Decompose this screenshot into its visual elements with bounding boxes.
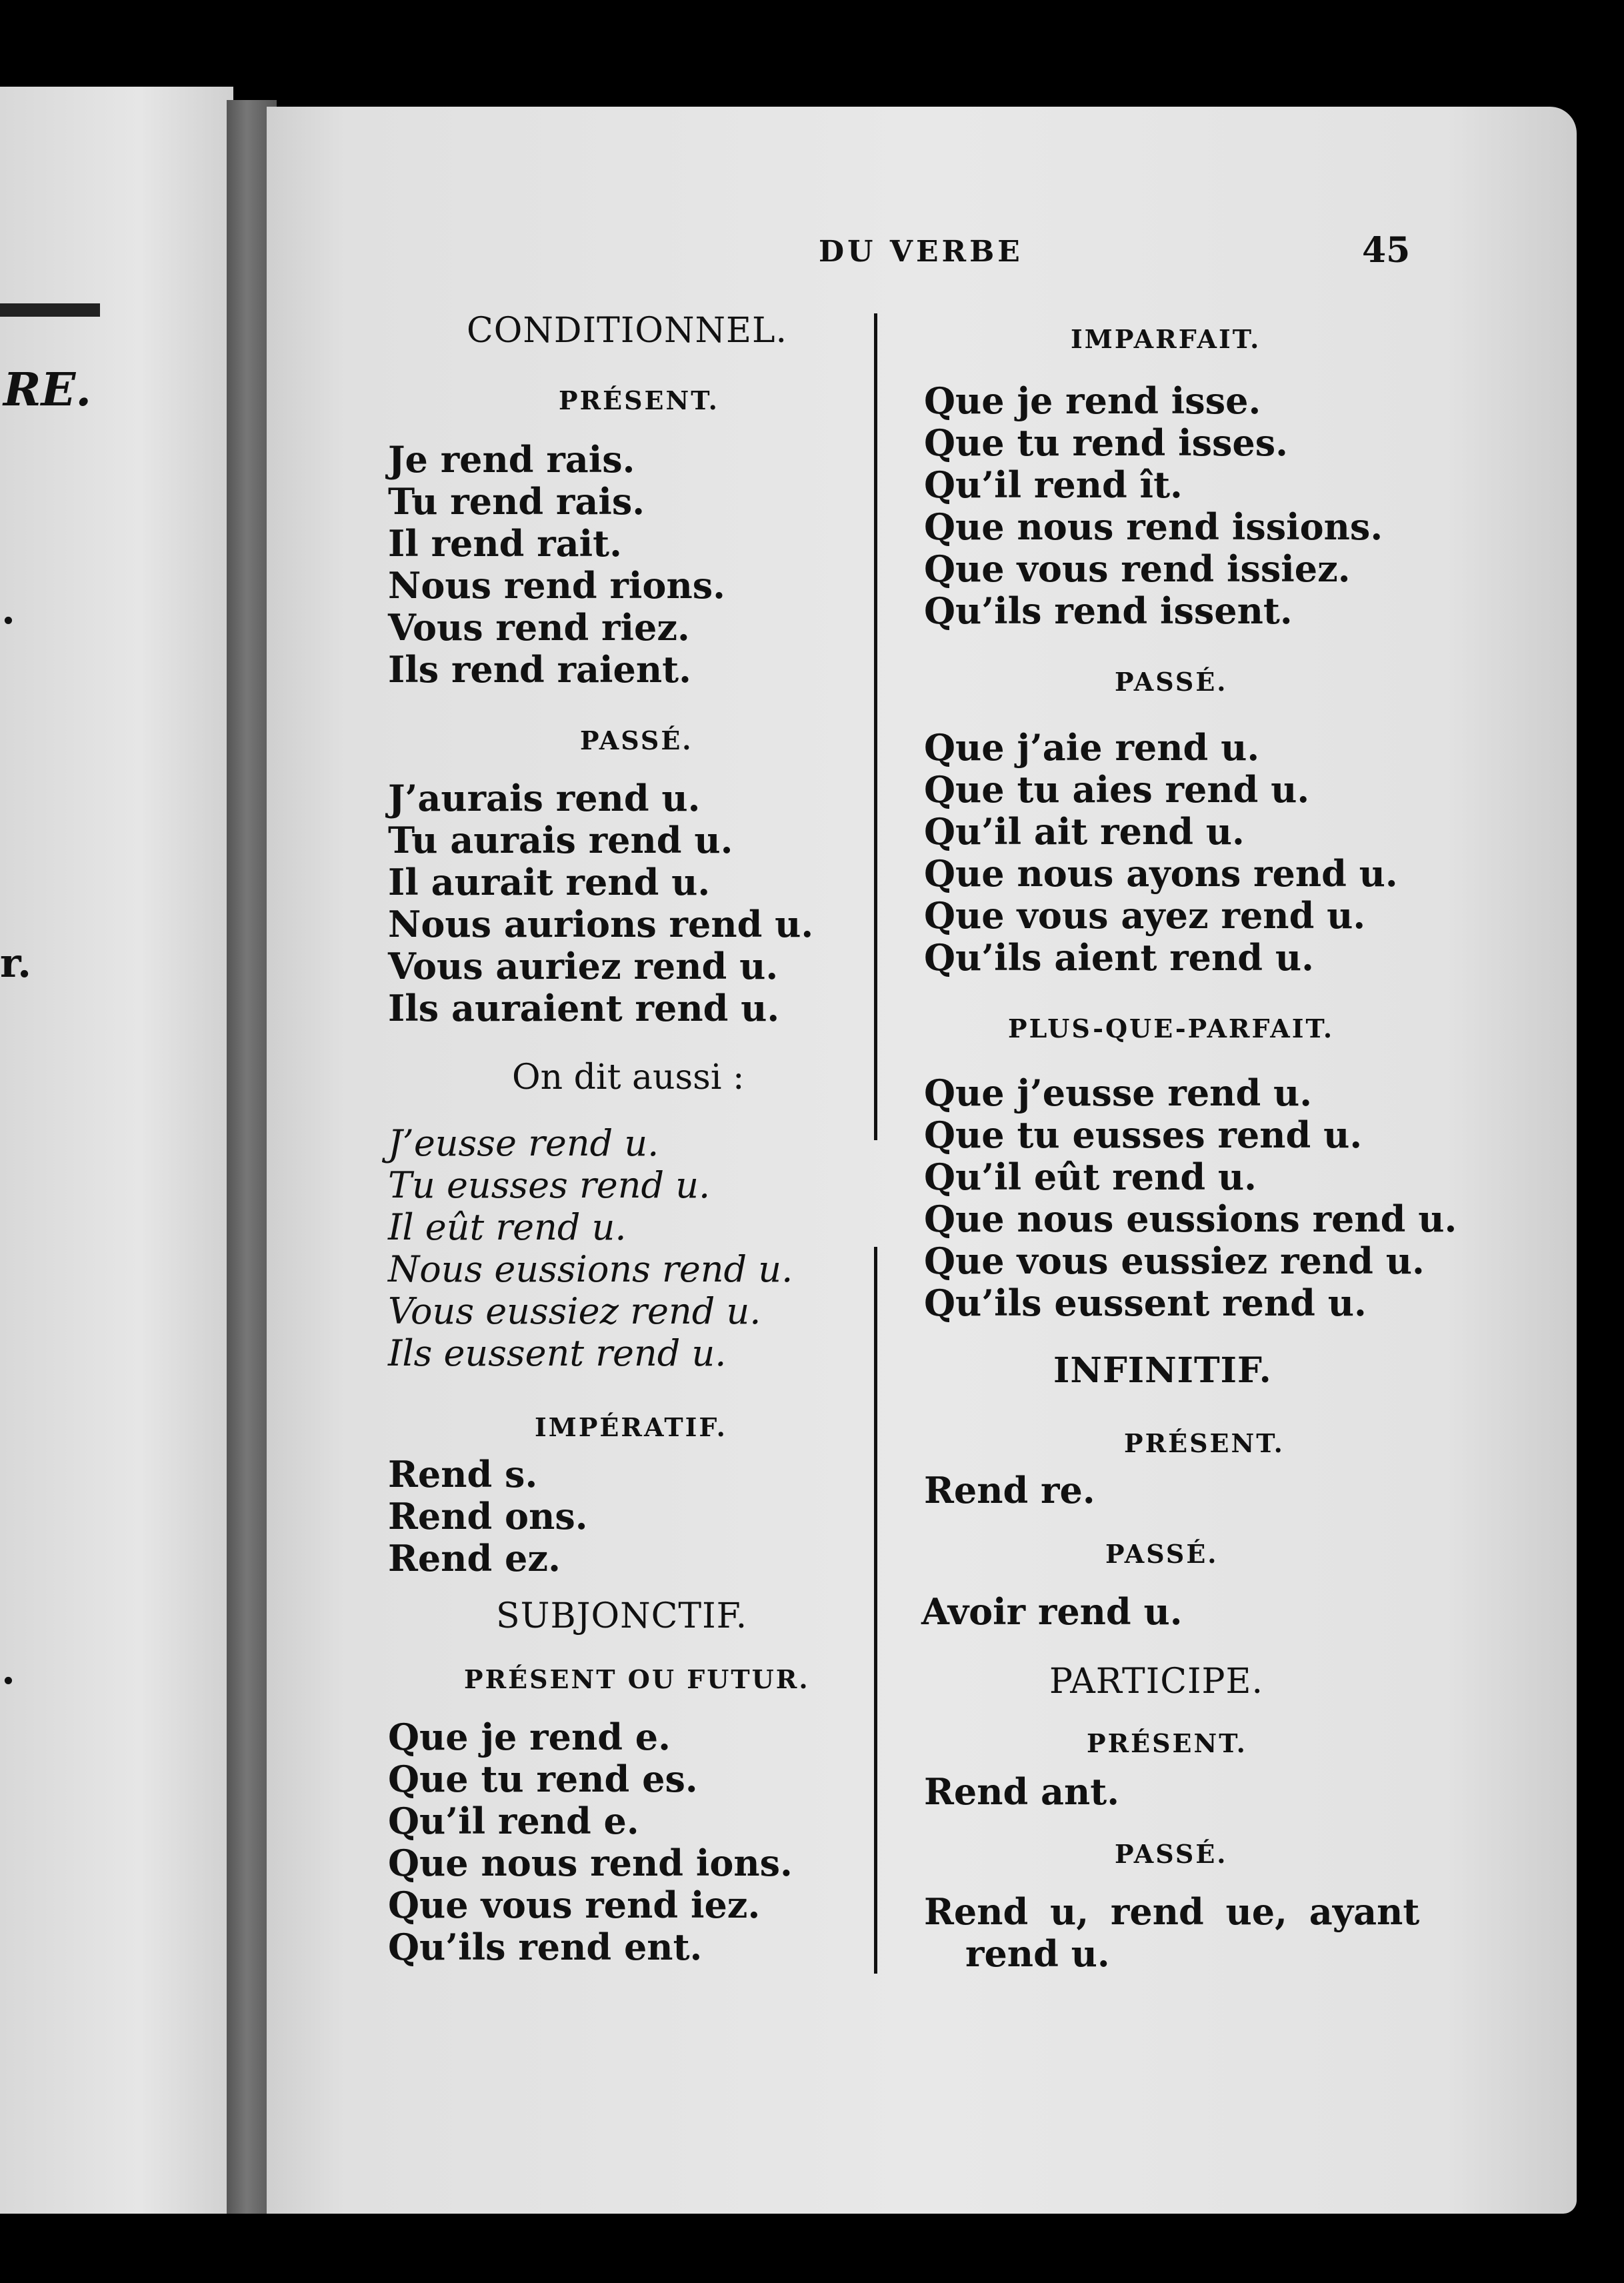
conj-line: Qu’il rend e. bbox=[388, 1800, 639, 1842]
conj-line: Il aurait rend u. bbox=[388, 861, 711, 903]
conj-line: Rend ant. bbox=[924, 1770, 1120, 1813]
conj-line: Qu’il ait rend u. bbox=[924, 810, 1245, 853]
conj-line: Ils rend raient. bbox=[388, 648, 691, 691]
section-title-participe: PARTICIPE. bbox=[1049, 1662, 1264, 1702]
conj-line: Que je rend isse. bbox=[924, 379, 1261, 422]
left-heading-fragment: RE. bbox=[3, 363, 92, 417]
section-title-infinitif: INFINITIF. bbox=[1053, 1350, 1272, 1391]
subsection-present: PRÉSENT. bbox=[1087, 1728, 1247, 1758]
conj-line: Rend ons. bbox=[388, 1495, 588, 1538]
conj-line: Que tu rend isses. bbox=[924, 421, 1288, 464]
conj-line: Que j’eusse rend u. bbox=[924, 1071, 1313, 1114]
subsection-passe: PASSÉ. bbox=[1105, 1539, 1219, 1569]
conj-line-italic: Ils eussent rend u. bbox=[388, 1332, 727, 1374]
column-divider-bottom bbox=[874, 1247, 877, 1974]
conj-line-italic: Il eût rend u. bbox=[388, 1206, 627, 1248]
conj-line: Que tu rend es. bbox=[388, 1758, 698, 1800]
conj-line: Rend s. bbox=[388, 1453, 538, 1496]
conj-line: Que nous rend issions. bbox=[924, 505, 1383, 548]
section-title-subjonctif: SUBJONCTIF. bbox=[496, 1596, 748, 1636]
conj-line: Que tu aies rend u. bbox=[924, 768, 1310, 811]
subsection-plus-que-parfait: PLUS-QUE-PARFAIT. bbox=[1008, 1013, 1335, 1043]
conj-line: Nous aurions rend u. bbox=[388, 903, 814, 945]
conj-line: Qu’ils aient rend u. bbox=[924, 936, 1314, 979]
left-mark: . bbox=[1, 587, 15, 633]
conj-line: Que j’aie rend u. bbox=[924, 726, 1260, 769]
conj-line: Que vous rend issiez. bbox=[924, 547, 1351, 590]
conj-line-italic: Tu eusses rend u. bbox=[388, 1164, 711, 1206]
conj-line: Que tu eusses rend u. bbox=[924, 1113, 1363, 1156]
conj-line: Rend re. bbox=[924, 1469, 1095, 1512]
conj-line: Que nous ayons rend u. bbox=[924, 852, 1398, 895]
section-title-conditionnel: CONDITIONNEL. bbox=[467, 311, 788, 351]
subsection-passe: PASSÉ. bbox=[1115, 667, 1228, 697]
conj-line: Que nous rend ions. bbox=[388, 1842, 793, 1884]
conj-line: Que vous eussiez rend u. bbox=[924, 1240, 1425, 1282]
conj-line: Il rend rait. bbox=[388, 522, 622, 565]
conj-line: Que je rend e. bbox=[388, 1716, 671, 1758]
conj-line: Je rend rais. bbox=[388, 438, 635, 481]
conj-line: Vous rend riez. bbox=[388, 606, 690, 649]
conj-line: J’aurais rend u. bbox=[388, 777, 701, 819]
section-title-imperatif: IMPÉRATIF. bbox=[535, 1412, 727, 1442]
conj-line: Avoir rend u. bbox=[921, 1590, 1183, 1633]
conj-line: Rend u, rend ue, ayant bbox=[924, 1890, 1420, 1933]
left-mark: . bbox=[1, 1647, 15, 1694]
conj-line: Qu’il rend ît. bbox=[924, 463, 1183, 506]
conj-line-italic: Nous eussions rend u. bbox=[388, 1248, 793, 1290]
conj-line: Que vous ayez rend u. bbox=[924, 894, 1366, 937]
page-number: 45 bbox=[1362, 230, 1411, 271]
conj-line: Nous rend rions. bbox=[388, 564, 725, 607]
conj-line-italic: J’eusse rend u. bbox=[388, 1122, 659, 1164]
conj-line: Vous auriez rend u. bbox=[388, 945, 779, 987]
conj-line: Qu’il eût rend u. bbox=[924, 1156, 1257, 1198]
left-mark: r. bbox=[0, 940, 31, 987]
column-divider-top bbox=[874, 313, 877, 1140]
subsection-present: PRÉSENT. bbox=[1124, 1428, 1285, 1458]
note-on-dit-aussi: On dit aussi : bbox=[512, 1057, 745, 1097]
conj-line-italic: Vous eussiez rend u. bbox=[388, 1290, 761, 1332]
conj-line: Qu’ils rend issent. bbox=[924, 589, 1293, 632]
conj-line: Tu aurais rend u. bbox=[388, 819, 733, 861]
conj-line: Tu rend rais. bbox=[388, 480, 645, 523]
conj-line: Que nous eussions rend u. bbox=[924, 1198, 1457, 1240]
conj-line: Que vous rend iez. bbox=[388, 1884, 761, 1926]
conj-line: Rend ez. bbox=[388, 1537, 561, 1580]
subsection-passe: PASSÉ. bbox=[580, 725, 693, 755]
running-title: DU VERBE bbox=[819, 235, 1023, 269]
subsection-imparfait: IMPARFAIT. bbox=[1071, 324, 1261, 354]
subsection-present-ou-futur: PRÉSENT OU FUTUR. bbox=[464, 1664, 810, 1694]
conj-line: Qu’ils rend ent. bbox=[388, 1926, 703, 1968]
subsection-passe: PASSÉ. bbox=[1115, 1839, 1228, 1869]
subsection-present: PRÉSENT. bbox=[559, 385, 719, 415]
conj-line: Ils auraient rend u. bbox=[388, 987, 780, 1029]
conj-line: Qu’ils eussent rend u. bbox=[924, 1282, 1367, 1324]
conj-line: rend u. bbox=[965, 1932, 1110, 1975]
left-page-rule bbox=[0, 303, 100, 317]
